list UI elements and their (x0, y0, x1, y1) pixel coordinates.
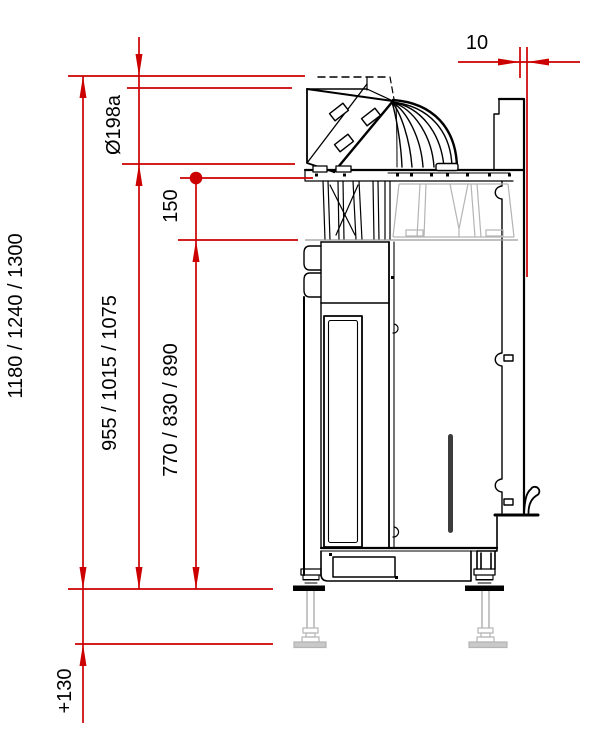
label-plate (333, 557, 395, 577)
side-slot (448, 434, 453, 533)
wire-loop (524, 487, 539, 513)
mounting-slot-lower (504, 499, 513, 505)
dome-outlet (392, 100, 458, 171)
dimension-arrows (80, 54, 550, 666)
front-frame-tab-lower (304, 273, 321, 297)
label-body-top-height: 770 / 830 / 890 (160, 343, 182, 477)
front-body (304, 242, 453, 579)
mounting-slot-upper (504, 355, 513, 361)
left-support-frame (323, 181, 390, 240)
window-frame (324, 316, 362, 547)
label-rear-clearance: 10 (465, 32, 489, 54)
plate-screws (315, 174, 511, 177)
front-frame-tab-upper (304, 246, 321, 270)
duct-clamps (330, 103, 381, 152)
base-plinth (321, 548, 497, 581)
extended-leg-left (294, 591, 326, 648)
label-flue-connection-height: 955 / 1015 / 1075 (99, 295, 121, 451)
dome-foot-pad (436, 164, 458, 171)
label-flue-axis-offset: 150 (160, 189, 182, 223)
reference-dot (190, 172, 203, 185)
fireplace-drawing (293, 77, 539, 591)
label-overall-height: 1180 / 1240 / 1300 (5, 233, 27, 399)
flue-duct (307, 77, 394, 172)
gray-hidden-parts (294, 184, 518, 648)
window-glass (329, 321, 358, 543)
label-flue-diameter: Ø198a (103, 94, 125, 156)
label-leg-extension: +130 (54, 668, 76, 714)
extended-leg-right (469, 591, 507, 648)
